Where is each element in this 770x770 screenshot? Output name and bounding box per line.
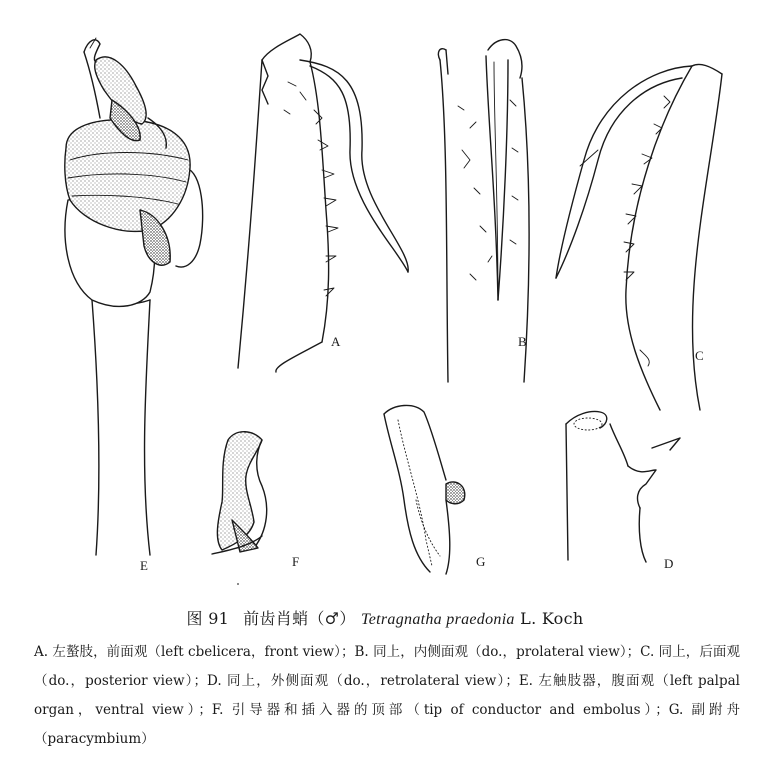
species-name: Tetragnatha praedonia bbox=[361, 611, 515, 628]
label-a: A bbox=[331, 334, 341, 349]
figure-title-cn: 前齿肖蛸 bbox=[243, 609, 309, 628]
label-c: C bbox=[695, 348, 704, 363]
stray-mark bbox=[237, 583, 239, 585]
label-e: E bbox=[140, 558, 148, 573]
label-g: G bbox=[476, 554, 486, 569]
drawing-d-chelicera-retrolateral bbox=[566, 412, 680, 572]
label-d: D bbox=[664, 556, 674, 571]
sex-symbol: （♂） bbox=[308, 609, 356, 628]
drawing-a-chelicera-front bbox=[238, 34, 408, 372]
drawing-f-conductor-tip bbox=[212, 432, 299, 569]
figure-legend bbox=[34, 638, 740, 754]
drawing-e-palpal-organ bbox=[65, 38, 203, 573]
drawing-b-chelicera-prolateral bbox=[438, 40, 529, 382]
legend-text: A. 左螯肢，前面观（left cbelicera，front view）；B. 同上，内侧面观（do.，prolateral view）；C. 同上，后面观（do.，posterior view）；D. 同上，外侧面观（do.，retrolateral view）；E. 左触肢器，腹面观（left palpal organ，ventral view）；F. 引导器和插入器的顶部（tip of conductor and embolus）；G. 副跗舟（paracymbium） bbox=[34, 644, 740, 747]
figure-title bbox=[0, 606, 770, 629]
label-b: B bbox=[518, 334, 527, 349]
species-author: L. Koch bbox=[520, 609, 584, 628]
figure-number: 图 91 bbox=[186, 609, 230, 628]
drawing-g-paracymbium bbox=[384, 405, 485, 574]
label-f: F bbox=[292, 554, 300, 569]
drawing-c-chelicera-posterior bbox=[556, 64, 722, 410]
